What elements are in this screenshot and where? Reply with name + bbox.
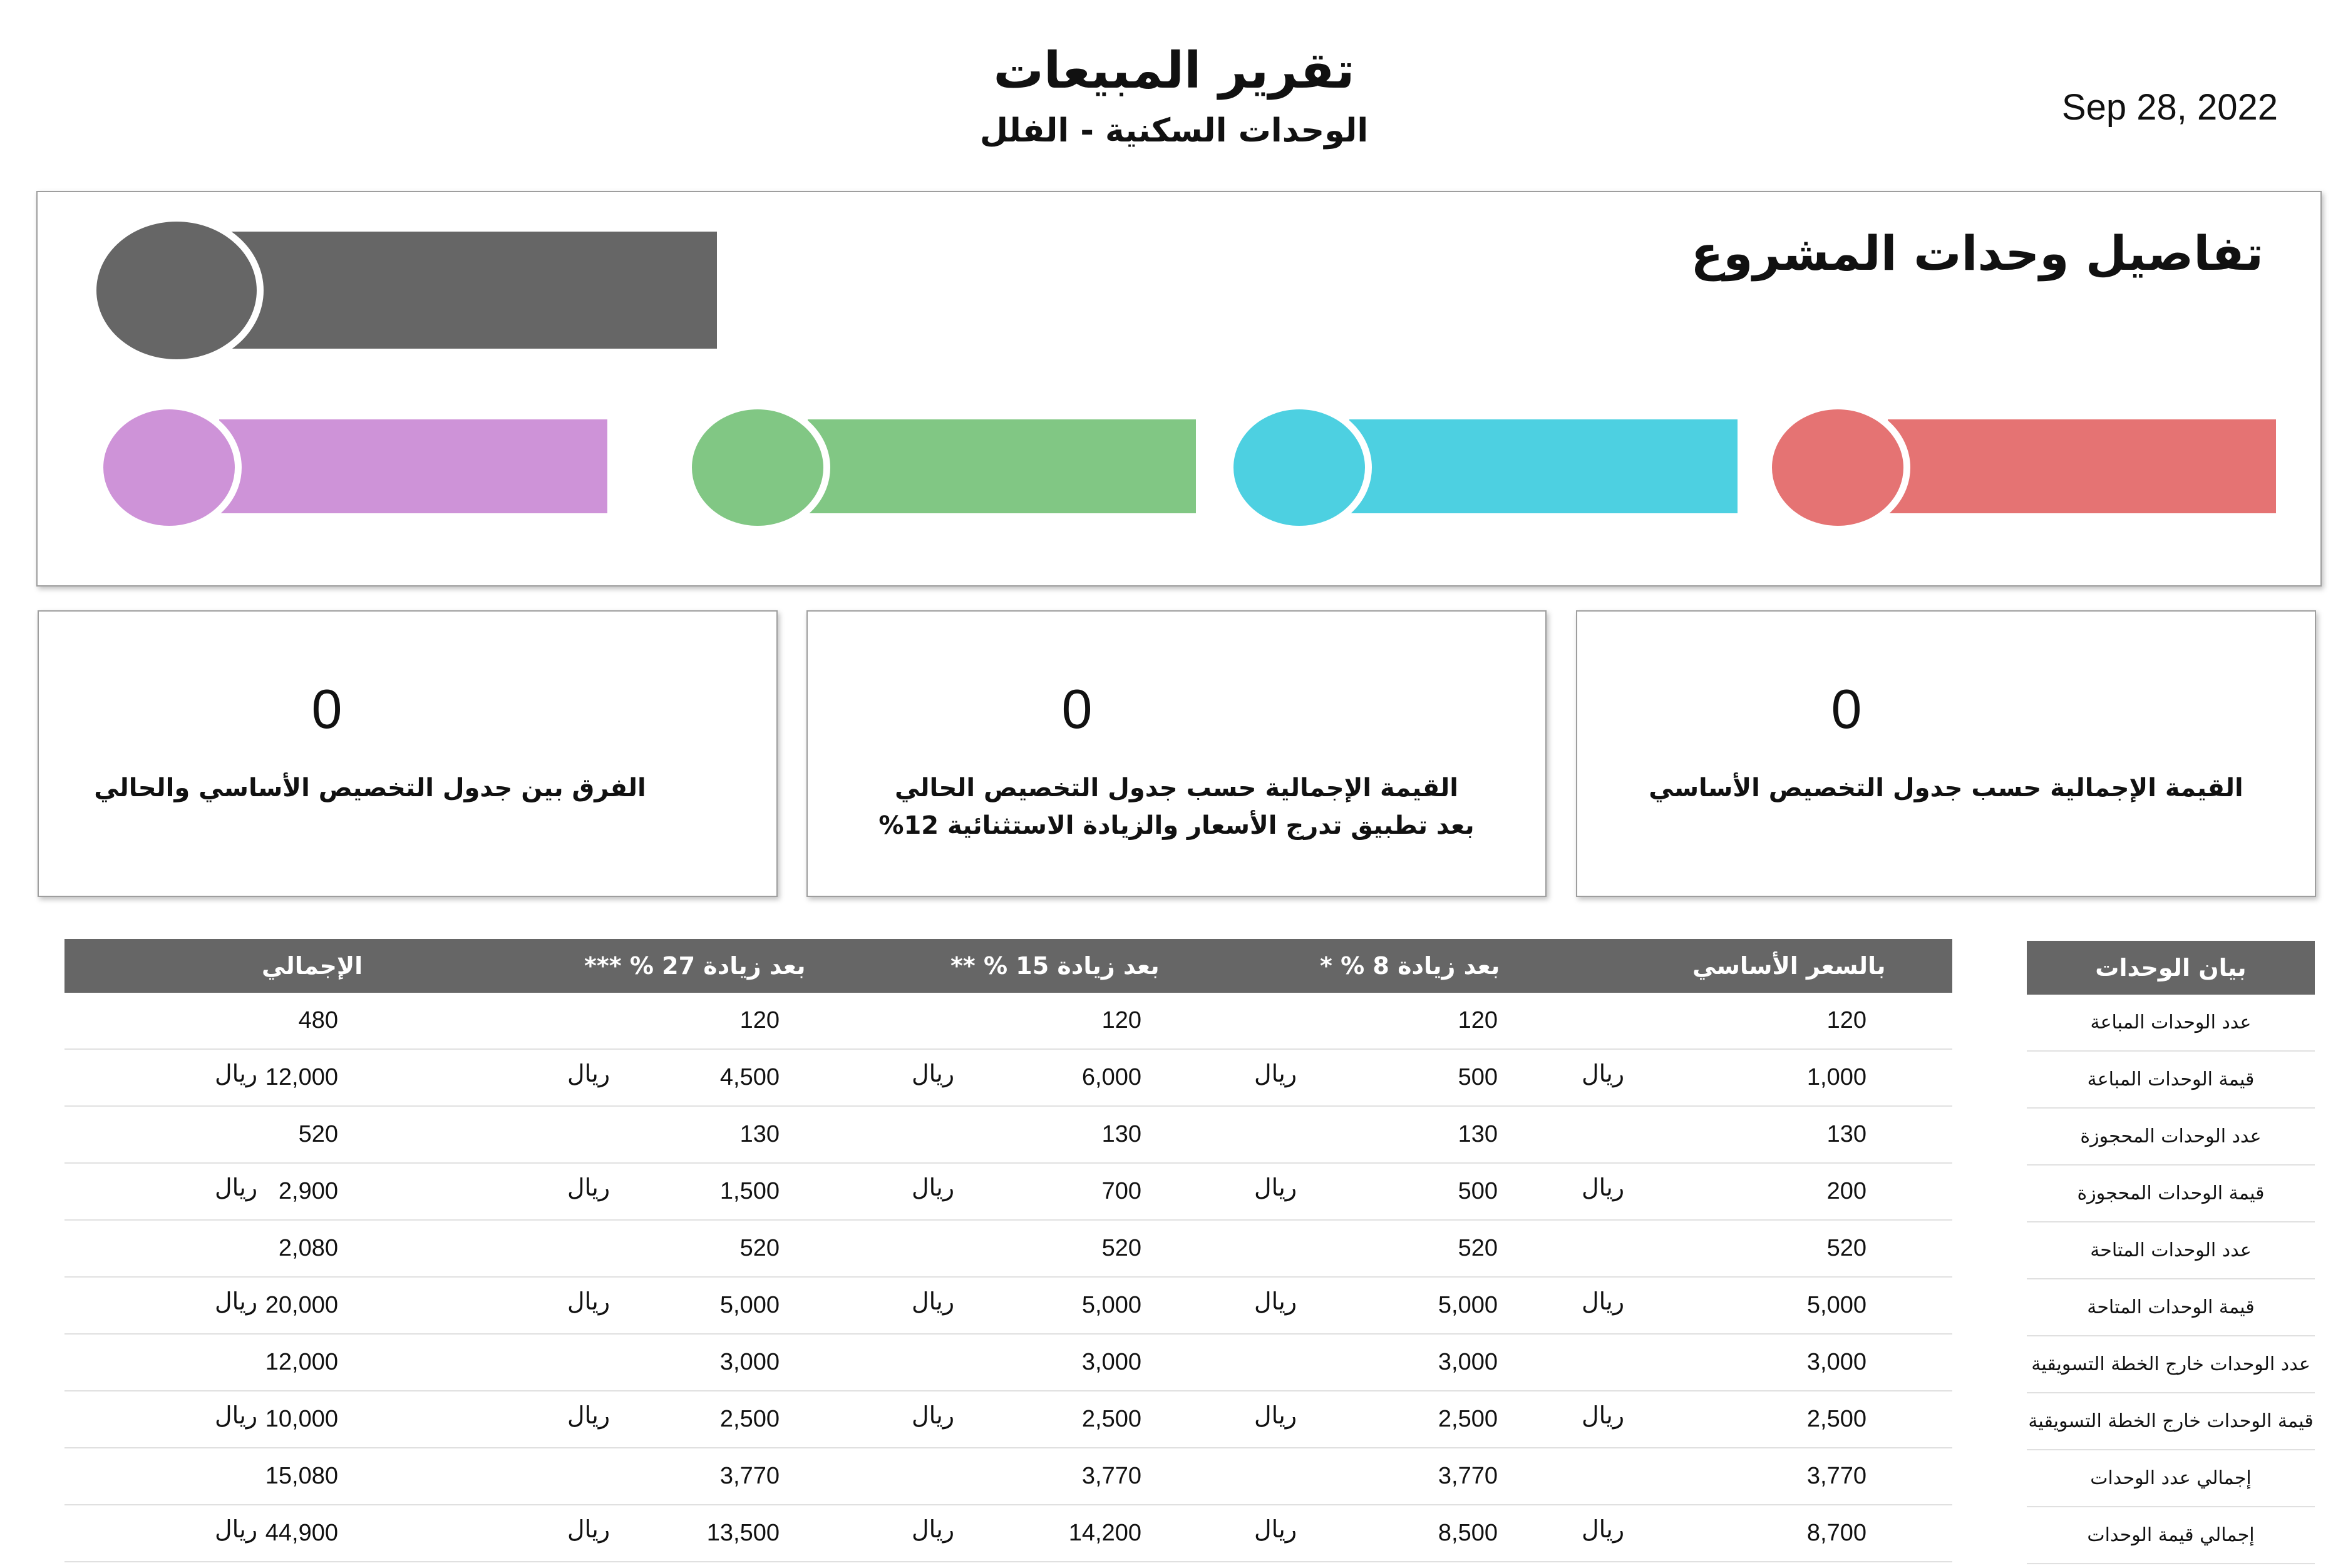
cell-inc27: 5,000 (719, 1292, 780, 1318)
red-indicator-circle (1765, 402, 1910, 533)
cell-total: 12,000 (265, 1349, 338, 1375)
cell-inc27: 130 (739, 1121, 780, 1147)
header-base: بالسعر الأساسي (1692, 952, 1886, 980)
currency-label: ريال (1582, 1060, 1625, 1087)
cell-total: 20,000 (265, 1292, 338, 1318)
currency-label: ريال (567, 1174, 610, 1201)
currency-label: ريال (912, 1060, 955, 1087)
header-inc15: بعد زيادة 15 % ** (950, 952, 1160, 980)
units-label-row: قيمة الوحدات المتاحة (2027, 1279, 2315, 1336)
currency-label: ريال (912, 1288, 955, 1315)
currency-label: ريال (1254, 1401, 1297, 1429)
header-total: الإجمالي (262, 952, 363, 980)
units-label-table (2027, 941, 2315, 1564)
currency-label: ريال (1582, 1174, 1625, 1201)
cell-total: 2,900 (278, 1178, 338, 1204)
project-details-title: تفاصيل وحدات المشروع (1691, 225, 2263, 281)
cell-base: 200 (1826, 1178, 1867, 1204)
currency-label: ريال (1254, 1288, 1297, 1315)
kpi-card-current-total (806, 610, 1547, 897)
cell-inc8: 520 (1458, 1235, 1498, 1261)
kpi-card-difference (38, 610, 778, 897)
currency-label: ريال (1254, 1515, 1297, 1543)
cell-base: 1,000 (1806, 1064, 1867, 1090)
cyan-indicator-circle (1227, 402, 1372, 533)
sales-table-body (64, 993, 1952, 1562)
units-label-row: قيمة الوحدات المباعة (2027, 1052, 2315, 1109)
table-row (64, 1278, 1952, 1335)
kpi-value: 0 (1061, 678, 1093, 740)
cell-inc8: 120 (1458, 1007, 1498, 1033)
cell-inc15: 700 (1101, 1178, 1141, 1204)
currency-label: ريال (1582, 1288, 1625, 1315)
cell-total: 520 (298, 1121, 338, 1147)
units-label-body (2027, 995, 2315, 1564)
purple-indicator-bar (219, 419, 607, 513)
header-inc8: بعد زيادة 8 % * (1320, 952, 1500, 980)
cell-inc15: 14,200 (1068, 1520, 1141, 1546)
cell-inc8: 500 (1458, 1064, 1498, 1090)
currency-label: ريال (912, 1174, 955, 1201)
cell-inc8: 3,000 (1438, 1349, 1498, 1375)
units-label-row: قيمة الوحدات خارج الخطة التسويقية (2027, 1393, 2315, 1450)
units-label-row: عدد الوحدات المباعة (2027, 995, 2315, 1052)
cell-total: 15,080 (265, 1463, 338, 1489)
currency-label: ريال (215, 1060, 258, 1087)
green-indicator-circle (685, 402, 830, 533)
kpi-value: 0 (311, 678, 342, 740)
cell-inc15: 6,000 (1081, 1064, 1141, 1090)
cell-base: 520 (1826, 1235, 1867, 1261)
table-row (64, 1107, 1952, 1164)
currency-label: ريال (215, 1515, 258, 1543)
cell-total: 2,080 (278, 1235, 338, 1261)
cell-total: 480 (298, 1007, 338, 1033)
currency-label: ريال (1254, 1174, 1297, 1201)
table-row (64, 1050, 1952, 1107)
currency-label: ريال (567, 1515, 610, 1543)
cell-base: 2,500 (1806, 1406, 1867, 1432)
cell-inc27: 13,500 (706, 1520, 780, 1546)
kpi-label-line2: بعد تطبيق تدرج الأسعار والزيادة الاستثنائية 12% (878, 811, 1475, 840)
cell-base: 5,000 (1806, 1292, 1867, 1318)
top-summary-bar (229, 232, 717, 349)
red-indicator-bar (1888, 419, 2276, 513)
header-inc27: بعد زيادة 27 % *** (584, 952, 806, 980)
cell-inc8: 5,000 (1438, 1292, 1498, 1318)
currency-label: ريال (567, 1401, 610, 1429)
table-row (64, 1335, 1952, 1391)
table-row (64, 993, 1952, 1050)
units-label-row: عدد الوحدات المحجوزة (2027, 1109, 2315, 1166)
kpi-label-line1: القيمة الإجمالية حسب جدول التخصيص الحالي (895, 774, 1458, 802)
report-subtitle: الوحدات السكنية - الفلل (979, 112, 1369, 150)
units-label-row: إجمالي قيمة الوحدات (2027, 1507, 2315, 1564)
currency-label: ريال (912, 1515, 955, 1543)
cell-inc27: 1,500 (719, 1178, 780, 1204)
currency-label: ريال (215, 1401, 258, 1429)
report-title: تقرير المبيعات (993, 41, 1355, 100)
table-row (64, 1448, 1952, 1505)
table-row (64, 1505, 1952, 1562)
report-date: Sep 28, 2022 (2061, 87, 2278, 128)
cell-inc15: 520 (1101, 1235, 1141, 1261)
table-row (64, 1164, 1952, 1221)
cell-inc15: 3,770 (1081, 1463, 1141, 1489)
table-row (64, 1391, 1952, 1448)
cell-inc8: 8,500 (1438, 1520, 1498, 1546)
kpi-label: الفرق بين جدول التخصيص الأساسي والحالي (94, 774, 646, 802)
top-summary-circle (90, 215, 264, 366)
cell-base: 130 (1826, 1121, 1867, 1147)
currency-label: ريال (215, 1174, 258, 1201)
cell-inc27: 3,000 (719, 1349, 780, 1375)
units-label-row: قيمة الوحدات المحجوزة (2027, 1166, 2315, 1222)
cell-inc15: 130 (1101, 1121, 1141, 1147)
cell-inc27: 2,500 (719, 1406, 780, 1432)
cell-inc15: 120 (1101, 1007, 1141, 1033)
cell-inc15: 2,500 (1081, 1406, 1141, 1432)
kpi-label (808, 769, 1545, 844)
cell-total: 44,900 (265, 1520, 338, 1546)
cell-inc8: 3,770 (1438, 1463, 1498, 1489)
currency-label: ريال (567, 1060, 610, 1087)
cell-inc27: 520 (739, 1235, 780, 1261)
currency-label: ريال (215, 1288, 258, 1315)
cell-inc8: 130 (1458, 1121, 1498, 1147)
purple-indicator-circle (96, 402, 242, 533)
units-label-row: عدد الوحدات المتاحة (2027, 1222, 2315, 1279)
table-row (64, 1221, 1952, 1278)
cell-inc15: 3,000 (1081, 1349, 1141, 1375)
currency-label: ريال (1582, 1515, 1625, 1543)
currency-label: ريال (1582, 1401, 1625, 1429)
cell-inc15: 5,000 (1081, 1292, 1141, 1318)
kpi-label: القيمة الإجمالية حسب جدول التخصيص الأساسي (1649, 774, 2243, 802)
cell-total: 10,000 (265, 1406, 338, 1432)
cell-inc8: 500 (1458, 1178, 1498, 1204)
cell-base: 3,770 (1806, 1463, 1867, 1489)
units-label-header: بيان الوحدات (2027, 941, 2315, 995)
cell-total: 12,000 (265, 1064, 338, 1090)
kpi-card-base-total (1576, 610, 2316, 897)
cyan-indicator-bar (1349, 419, 1738, 513)
currency-label: ريال (912, 1401, 955, 1429)
sales-table-header (64, 939, 1952, 993)
cell-inc27: 4,500 (719, 1064, 780, 1090)
cell-inc27: 3,770 (719, 1463, 780, 1489)
kpi-value: 0 (1831, 678, 1862, 740)
cell-inc8: 2,500 (1438, 1406, 1498, 1432)
cell-base: 120 (1826, 1007, 1867, 1033)
cell-base: 3,000 (1806, 1349, 1867, 1375)
sales-table (64, 939, 1952, 1562)
currency-label: ريال (567, 1288, 610, 1315)
units-label-row: إجمالي عدد الوحدات (2027, 1450, 2315, 1507)
units-label-row: عدد الوحدات خارج الخطة التسويقية (2027, 1336, 2315, 1393)
currency-label: ريال (1254, 1060, 1297, 1087)
cell-inc27: 120 (739, 1007, 780, 1033)
green-indicator-bar (808, 419, 1196, 513)
cell-base: 8,700 (1806, 1520, 1867, 1546)
